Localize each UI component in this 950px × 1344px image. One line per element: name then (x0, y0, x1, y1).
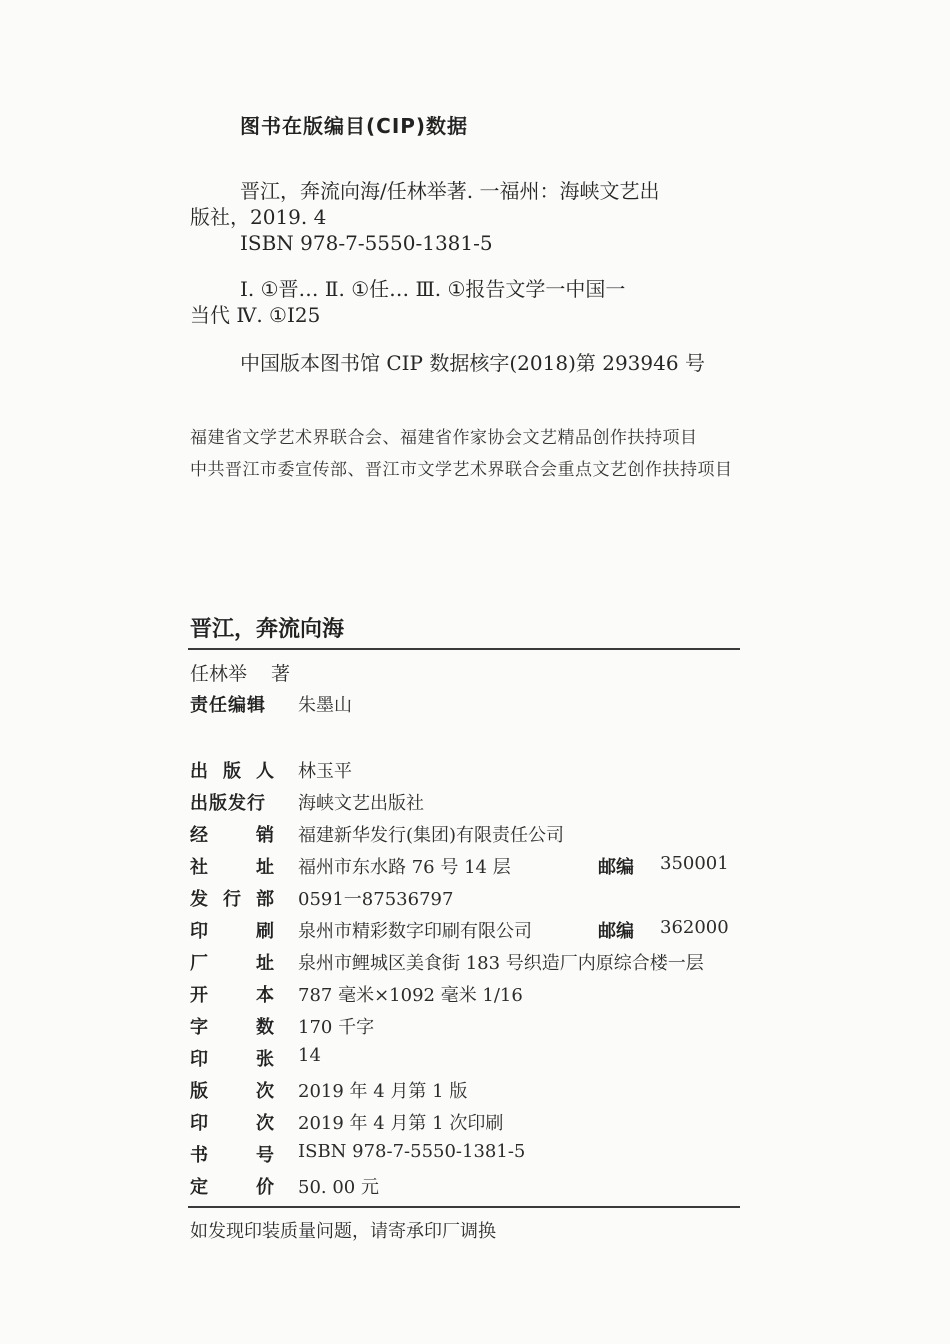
detail-label: 发 行 部 (190, 889, 274, 910)
detail-label: 定 价 (190, 1177, 274, 1198)
detail-label: 开 本 (190, 985, 274, 1006)
author-name: 任林举 (190, 663, 248, 685)
cip-number: 中国版本图书馆 CIP 数据核字(2018)第 293946 号 (240, 351, 705, 375)
detail-label: 责任编辑 (190, 695, 266, 716)
detail-row (190, 853, 750, 881)
book-title: 晋江，奔流向海 (190, 617, 345, 642)
detail-value: 朱墨山 (298, 695, 352, 716)
detail-label: 印 张 (190, 1049, 274, 1070)
author-line (190, 659, 290, 686)
footer-divider (188, 1206, 740, 1208)
detail-row (190, 821, 750, 849)
cip-isbn: ISBN 978-7-5550-1381-5 (240, 231, 493, 255)
detail-value: 福建新华发行(集团)有限责任公司 (298, 825, 565, 846)
detail-value: 福州市东水路 76 号 14 层 (298, 857, 511, 878)
detail-label: 出版发行 (190, 793, 266, 814)
detail-value: 泉州市精彩数字印刷有限公司 (298, 921, 532, 942)
author-role: 著 (271, 663, 291, 685)
detail-row (190, 1013, 750, 1041)
postcode-value: 350001 (660, 853, 729, 874)
support-line-1: 福建省文学艺术界联合会、福建省作家协会文艺精品创作扶持项目 (190, 428, 698, 448)
detail-value: 0591一87536797 (298, 889, 454, 910)
detail-row (190, 1109, 750, 1137)
support-line-2: 中共晋江市委宣传部、晋江市文学艺术界联合会重点文艺创作扶持项目 (190, 460, 733, 480)
detail-row (190, 1045, 750, 1073)
footer-note: 如发现印装质量问题，请寄承印厂调换 (190, 1221, 496, 1242)
detail-value: 170 千字 (298, 1017, 375, 1038)
detail-row (190, 1173, 750, 1201)
detail-row (190, 757, 750, 785)
detail-row (190, 949, 750, 977)
detail-row (190, 789, 750, 817)
detail-value: 14 (298, 1045, 321, 1066)
detail-row (190, 691, 750, 719)
cip-classification-1: Ⅰ. ①晋… Ⅱ. ①任… Ⅲ. ①报告文学一中国一 (240, 277, 626, 301)
detail-row (190, 981, 750, 1009)
detail-value: 海峡文艺出版社 (298, 793, 424, 814)
detail-row (190, 1077, 750, 1105)
detail-label: 印 次 (190, 1113, 274, 1134)
detail-label: 经 销 (190, 825, 274, 846)
detail-label: 书 号 (190, 1145, 274, 1166)
detail-label: 字 数 (190, 1017, 274, 1038)
cip-line-2: 版社，2019. 4 (190, 205, 327, 229)
detail-value: 50. 00 元 (298, 1177, 379, 1198)
detail-label: 出 版 人 (190, 761, 274, 782)
detail-row (190, 1141, 750, 1169)
detail-value: 泉州市鲤城区美食街 183 号织造厂内原综合楼一层 (298, 953, 704, 974)
cip-title: 图书在版编目(CIP)数据 (240, 114, 469, 138)
postcode-label: 邮编 (598, 857, 634, 878)
postcode-label: 邮编 (598, 921, 634, 942)
detail-value: 787 毫米×1092 毫米 1/16 (298, 985, 523, 1006)
title-divider (188, 648, 740, 650)
detail-value: ISBN 978-7-5550-1381-5 (298, 1141, 526, 1162)
detail-label: 印 刷 (190, 921, 274, 942)
cip-line-1: 晋江，奔流向海/任林举著. 一福州：海峡文艺出 (240, 179, 660, 203)
detail-value: 林玉平 (298, 761, 352, 782)
detail-label: 社 址 (190, 857, 274, 878)
detail-value: 2019 年 4 月第 1 次印刷 (298, 1113, 504, 1134)
detail-value: 2019 年 4 月第 1 版 (298, 1081, 468, 1102)
postcode-value: 362000 (660, 917, 729, 938)
detail-label: 厂 址 (190, 953, 274, 974)
detail-row (190, 917, 750, 945)
cip-classification-2: 当代 Ⅳ. ①I25 (190, 303, 321, 327)
detail-row (190, 885, 750, 913)
detail-label: 版 次 (190, 1081, 274, 1102)
